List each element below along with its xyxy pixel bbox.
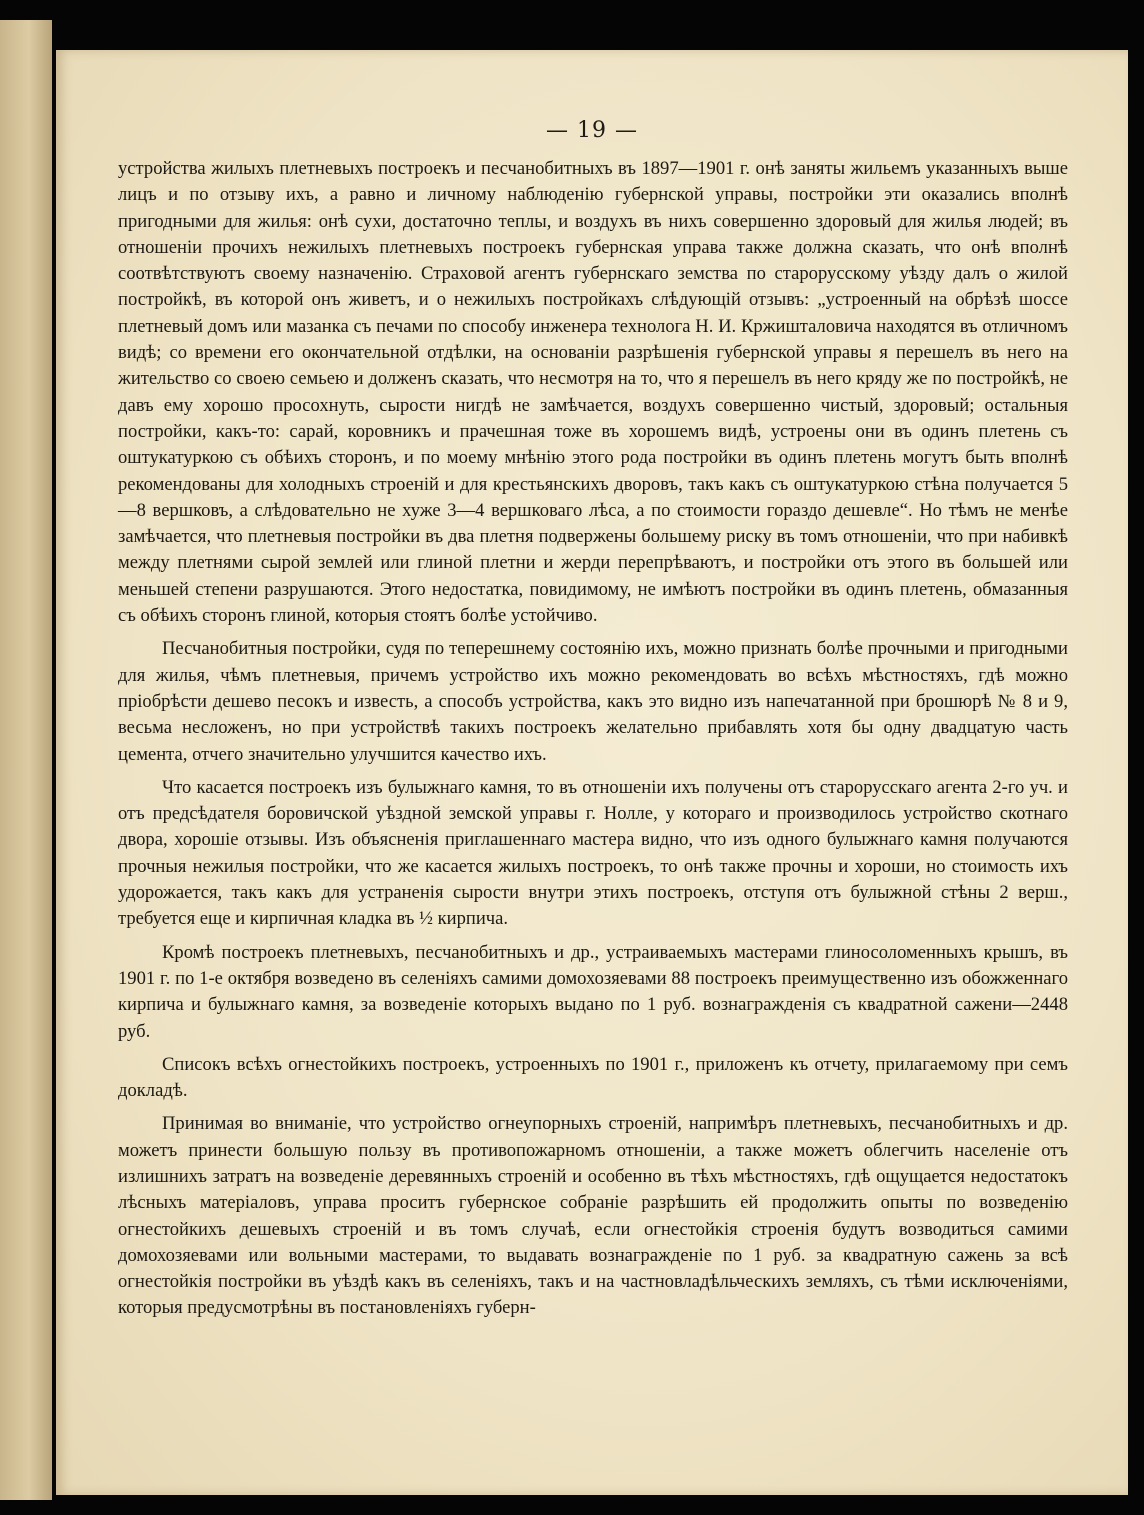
paragraph-6: Принимая во вниманіе, что устройство огнеупорныхъ строеній, напримѣръ плетневыхъ, песчанобитныхъ и др. можетъ принести большую пользу въ противопожарномъ отношеніи, а также можетъ облегчить населеніе отъ излишнихъ затратъ на возведеніе деревянныхъ строеній и особенно въ тѣхъ мѣстностяхъ, гдѣ ощущается недостатокъ лѣсныхъ матеріаловъ, управа проситъ губернское собраніе разрѣшить ей продолжить опыты по возведенію огнестойкихъ дешевыхъ строеній и въ томъ случаѣ, если огнестойкія строенія будутъ возводиться самими домохозяевами или вольными мастерами, то выдавать вознагражденіе по 1 руб. за квадратную сажень за всѣ огнестойкія постройки въ уѣздѣ какъ въ селеніяхъ, такъ и на частновладѣльческихъ земляхъ, съ тѣми исключеніями, которыя предусмотрѣны въ постановленіяхъ губерн- (118, 1113, 1068, 1319)
book-page (56, 50, 1128, 1495)
paragraph-1: устройства жилыхъ плетневыхъ построекъ и песчанобитныхъ въ 1897—1901 г. онѣ заняты жильемъ указанныхъ выше лицъ и по отзыву ихъ, а равно и личному наблюденію губернской управы, постройки эти оказались вполнѣ пригодными для жилья: онѣ сухи, достаточно теплы, и воздухъ въ нихъ совершенно здоровый для жилья людей; въ отношеніи прочихъ нежилыхъ плетневыхъ построекъ губернская управа также должна сказать, что онѣ вполнѣ соотвѣтствуютъ своему назначенію. Страховой агентъ губернскаго земства по старорусскому уѣзду далъ о жилой постройкѣ, въ которой онъ живетъ, и о нежилыхъ постройкахъ слѣдующій отзывъ: „устроенный на обрѣзѣ шоссе плетневый домъ или мазанка съ печами по способу инженера технолога Н. И. Кржишталовича находятся въ отличномъ видѣ; со времени его окончательной отдѣлки, на основаніи разрѣшенія губернской управы я перешелъ въ него на жительство со своею семьею и долженъ сказать, что несмотря на то, что я перешелъ въ него кряду же по постройкѣ, не давъ ему хорошо просохнуть, сырости нигдѣ не замѣчается, воздухъ совершенно чистый, здоровый; остальныя постройки, какъ-то: сарай, коровникъ и прачешная тоже въ хорошемъ видѣ, устроены они въ одинъ плетень съ оштукатуркою съ обѣихъ сторонъ, и по моему мнѣнію этого рода постройки въ одинъ плетень могутъ быть вполнѣ рекомендованы для холодныхъ строеній и для крестьянскихъ дворовъ, такъ какъ съ оштукатуркою стѣна получается 5—8 вершковъ, а слѣдовательно не хуже 3—4 вершковаго лѣса, а по стоимости гораздо дешевле“. Но тѣмъ не менѣе замѣчается, что плетневыя постройки въ два плетня подвержены большему риску въ томъ отношеніи, что при набивкѣ между плетнями сырой землей или глиной плетни и жерди перепрѣваютъ, и постройки отъ этого въ большей или меньшей степени разрушаются. Этого недостатка, повидимому, не имѣютъ постройки въ одинъ плетень, обмазанныя съ обѣихъ сторонъ глиной, которыя стоятъ болѣе устойчиво. (118, 158, 1068, 627)
paragraph-4: Кромѣ построекъ плетневыхъ, песчанобитныхъ и др., устраиваемыхъ мастерами глиносоломенныхъ крышъ, въ 1901 г. по 1-е октября возведено въ селеніяхъ самими домохозяевами 88 построекъ преимущественно изъ обожженнаго кирпича и булыжнаго камня, за возведеніе которыхъ выдано по 1 руб. вознагражденія съ квадратной сажени—2448 руб. (118, 941, 1068, 1042)
paragraph-2: Песчанобитныя постройки, судя по теперешнему состоянію ихъ, можно признать болѣе прочными и пригодными для жилья, чѣмъ плетневыя, причемъ устройство ихъ можно рекомендовать во всѣхъ мѣстностяхъ, гдѣ можно пріобрѣсти дешево песокъ и известь, а способъ устройства, какъ это видно изъ напечатанной при брошюрѣ № 8 и 9, весьма несложенъ, но при устройствѣ такихъ построекъ желательно прибавлять хотя бы одну двадцатую часть цемента, отчего значительно улучшится качество ихъ. (118, 638, 1068, 765)
left-page-edge (0, 20, 52, 1500)
paragraph-3: Что касается построекъ изъ булыжнаго камня, то въ отношеніи ихъ получены отъ старорусскаго агента 2-го уч. и отъ предсѣдателя боровичской уѣздной земской управы г. Нолле, у котораго и производилось устройство скотнаго двора, хорошіе отзывы. Изъ объясненія приглашеннаго мастера видно, что изъ одного булыжнаго камня получаются прочныя нежилыя постройки, что же касается жилыхъ построекъ, то онѣ также прочны и хороши, но стоимость ихъ удорожается, такъ какъ для устраненія сырости внутри этихъ построекъ, отступя отъ булыжной стѣны 2 верш., требуется еще и кирпичная кладка въ ½ кирпича. (118, 776, 1068, 930)
paragraph-5: Списокъ всѣхъ огнестойкихъ построекъ, устроенныхъ по 1901 г., приложенъ къ отчету, прилагаемому при семъ докладѣ. (118, 1053, 1068, 1102)
page-number: — 19 — (546, 118, 638, 143)
page-body (118, 156, 1068, 1322)
